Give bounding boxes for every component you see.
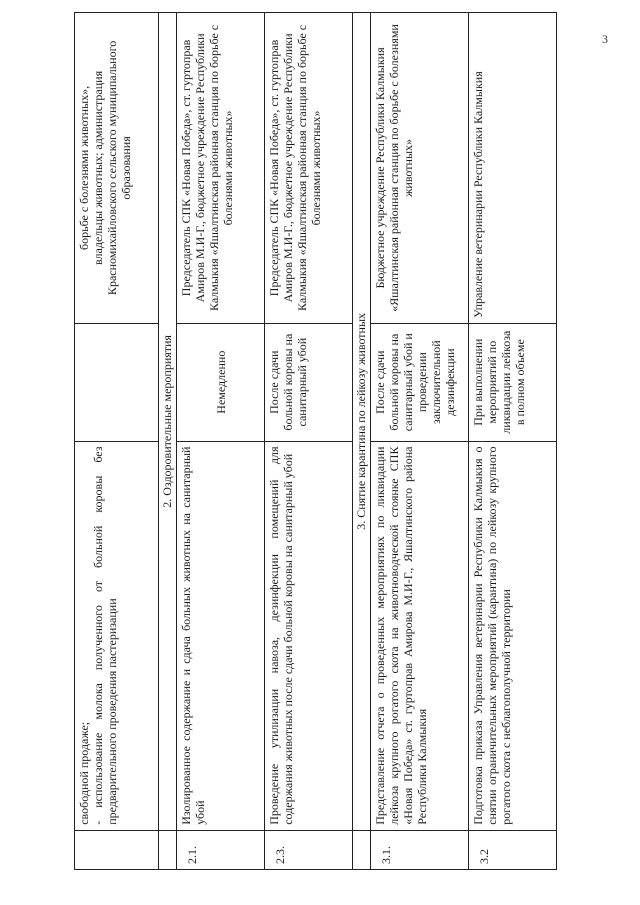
responsible-line: владельцы животных; администрация Красномихайловского сельского муниципального образования xyxy=(91,40,133,296)
table-row xyxy=(265,13,353,870)
term-cell: После сдачи больной коровы на санитарный убой xyxy=(265,323,353,441)
measure-line: Проведение утилизации навоза, дезинфекции помещений для содержания животных после сдачи больной коровы на санитарный убой xyxy=(267,446,295,825)
term-cell xyxy=(75,323,159,441)
measure-line: Представление отчета о проведенных мероприятиях по ликвидации лейкоза крупного рогатого скота на животноводческой стоянке СПК «Новая Победа» ст. гуртоправ Амирова М.И-Г., Яшалтинского района Республики Калмыкия xyxy=(373,446,429,825)
section-number-cell xyxy=(159,830,177,869)
table-row xyxy=(75,13,159,870)
measure-cell xyxy=(75,441,159,830)
measures-table xyxy=(74,12,557,870)
responsible-cell xyxy=(265,13,353,324)
measure-line: Подготовка приказа Управления ветеринарии Республики Калмыкия о снятии ограничительных мероприятий (карантина) по лейкозу крупного рогатого скота с неблагополучной территории xyxy=(471,446,513,825)
term-cell: После сдачи больной коровы на санитарный убой и проведении заключительной дезинфекции xyxy=(371,323,469,441)
section-header-row xyxy=(159,13,177,870)
measure-cell xyxy=(177,441,265,830)
row-number: 3.1. xyxy=(371,830,469,869)
section-title: 3. Снятие карантина по лейкозу животных xyxy=(353,13,371,831)
responsible-line: Председатель СПК «Новая Победа», ст. гуртоправ Амиров М.И-Г., бюджетное учреждение Республики Калмыкия «Яшалтинская районная станция по борьбе с болезнями животных» xyxy=(267,24,323,311)
measures-table-body xyxy=(75,13,557,870)
row-number: 2.1. xyxy=(177,830,265,869)
page-number: 3 xyxy=(602,32,608,46)
measure-cell xyxy=(265,441,353,830)
measure-line: - использование молока полученного от больной коровы без предварительного проведения пастеризации xyxy=(91,446,119,825)
measure-cell xyxy=(469,441,557,830)
document-sheet xyxy=(74,12,559,870)
row-number xyxy=(75,830,159,869)
measure-cell xyxy=(371,441,469,830)
term-cell: При выполнении мероприятий по ликвидации лейкоза в полном объеме xyxy=(469,323,557,441)
responsible-cell xyxy=(469,13,557,324)
responsible-cell xyxy=(177,13,265,324)
section-number-cell xyxy=(353,830,371,869)
responsible-line: борьбе с болезнями животных», xyxy=(77,85,91,250)
responsible-cell xyxy=(75,13,159,324)
term-cell: Немедленно xyxy=(177,323,265,441)
row-number: 2.3. xyxy=(265,830,353,869)
responsible-line: Управление ветеринарии Республики Калмыкия xyxy=(471,71,485,318)
section-header-row xyxy=(353,13,371,870)
row-number: 3.2 xyxy=(469,830,557,869)
section-title: 2. Оздоровительные мероприятия xyxy=(159,13,177,831)
table-row xyxy=(371,13,469,870)
table-row xyxy=(177,13,265,870)
measure-line: Изолированное содержание и сдача больных животных на санитарный убой xyxy=(179,446,207,825)
table-row xyxy=(469,13,557,870)
measure-line: свободной продаже; xyxy=(77,721,91,825)
responsible-line: Бюджетное учреждение Республики Калмыкия «Яшалтинская районная станция по борьбе с болезнями животных» xyxy=(373,24,415,312)
responsible-line: Председатель СПК «Новая Победа», ст. гуртоправ Амиров М.И-Г., бюджетное учреждение Республики Калмыкия «Яшалтинская районная станция по борьбе с болезнями животных» xyxy=(179,24,235,311)
responsible-cell xyxy=(371,13,469,324)
